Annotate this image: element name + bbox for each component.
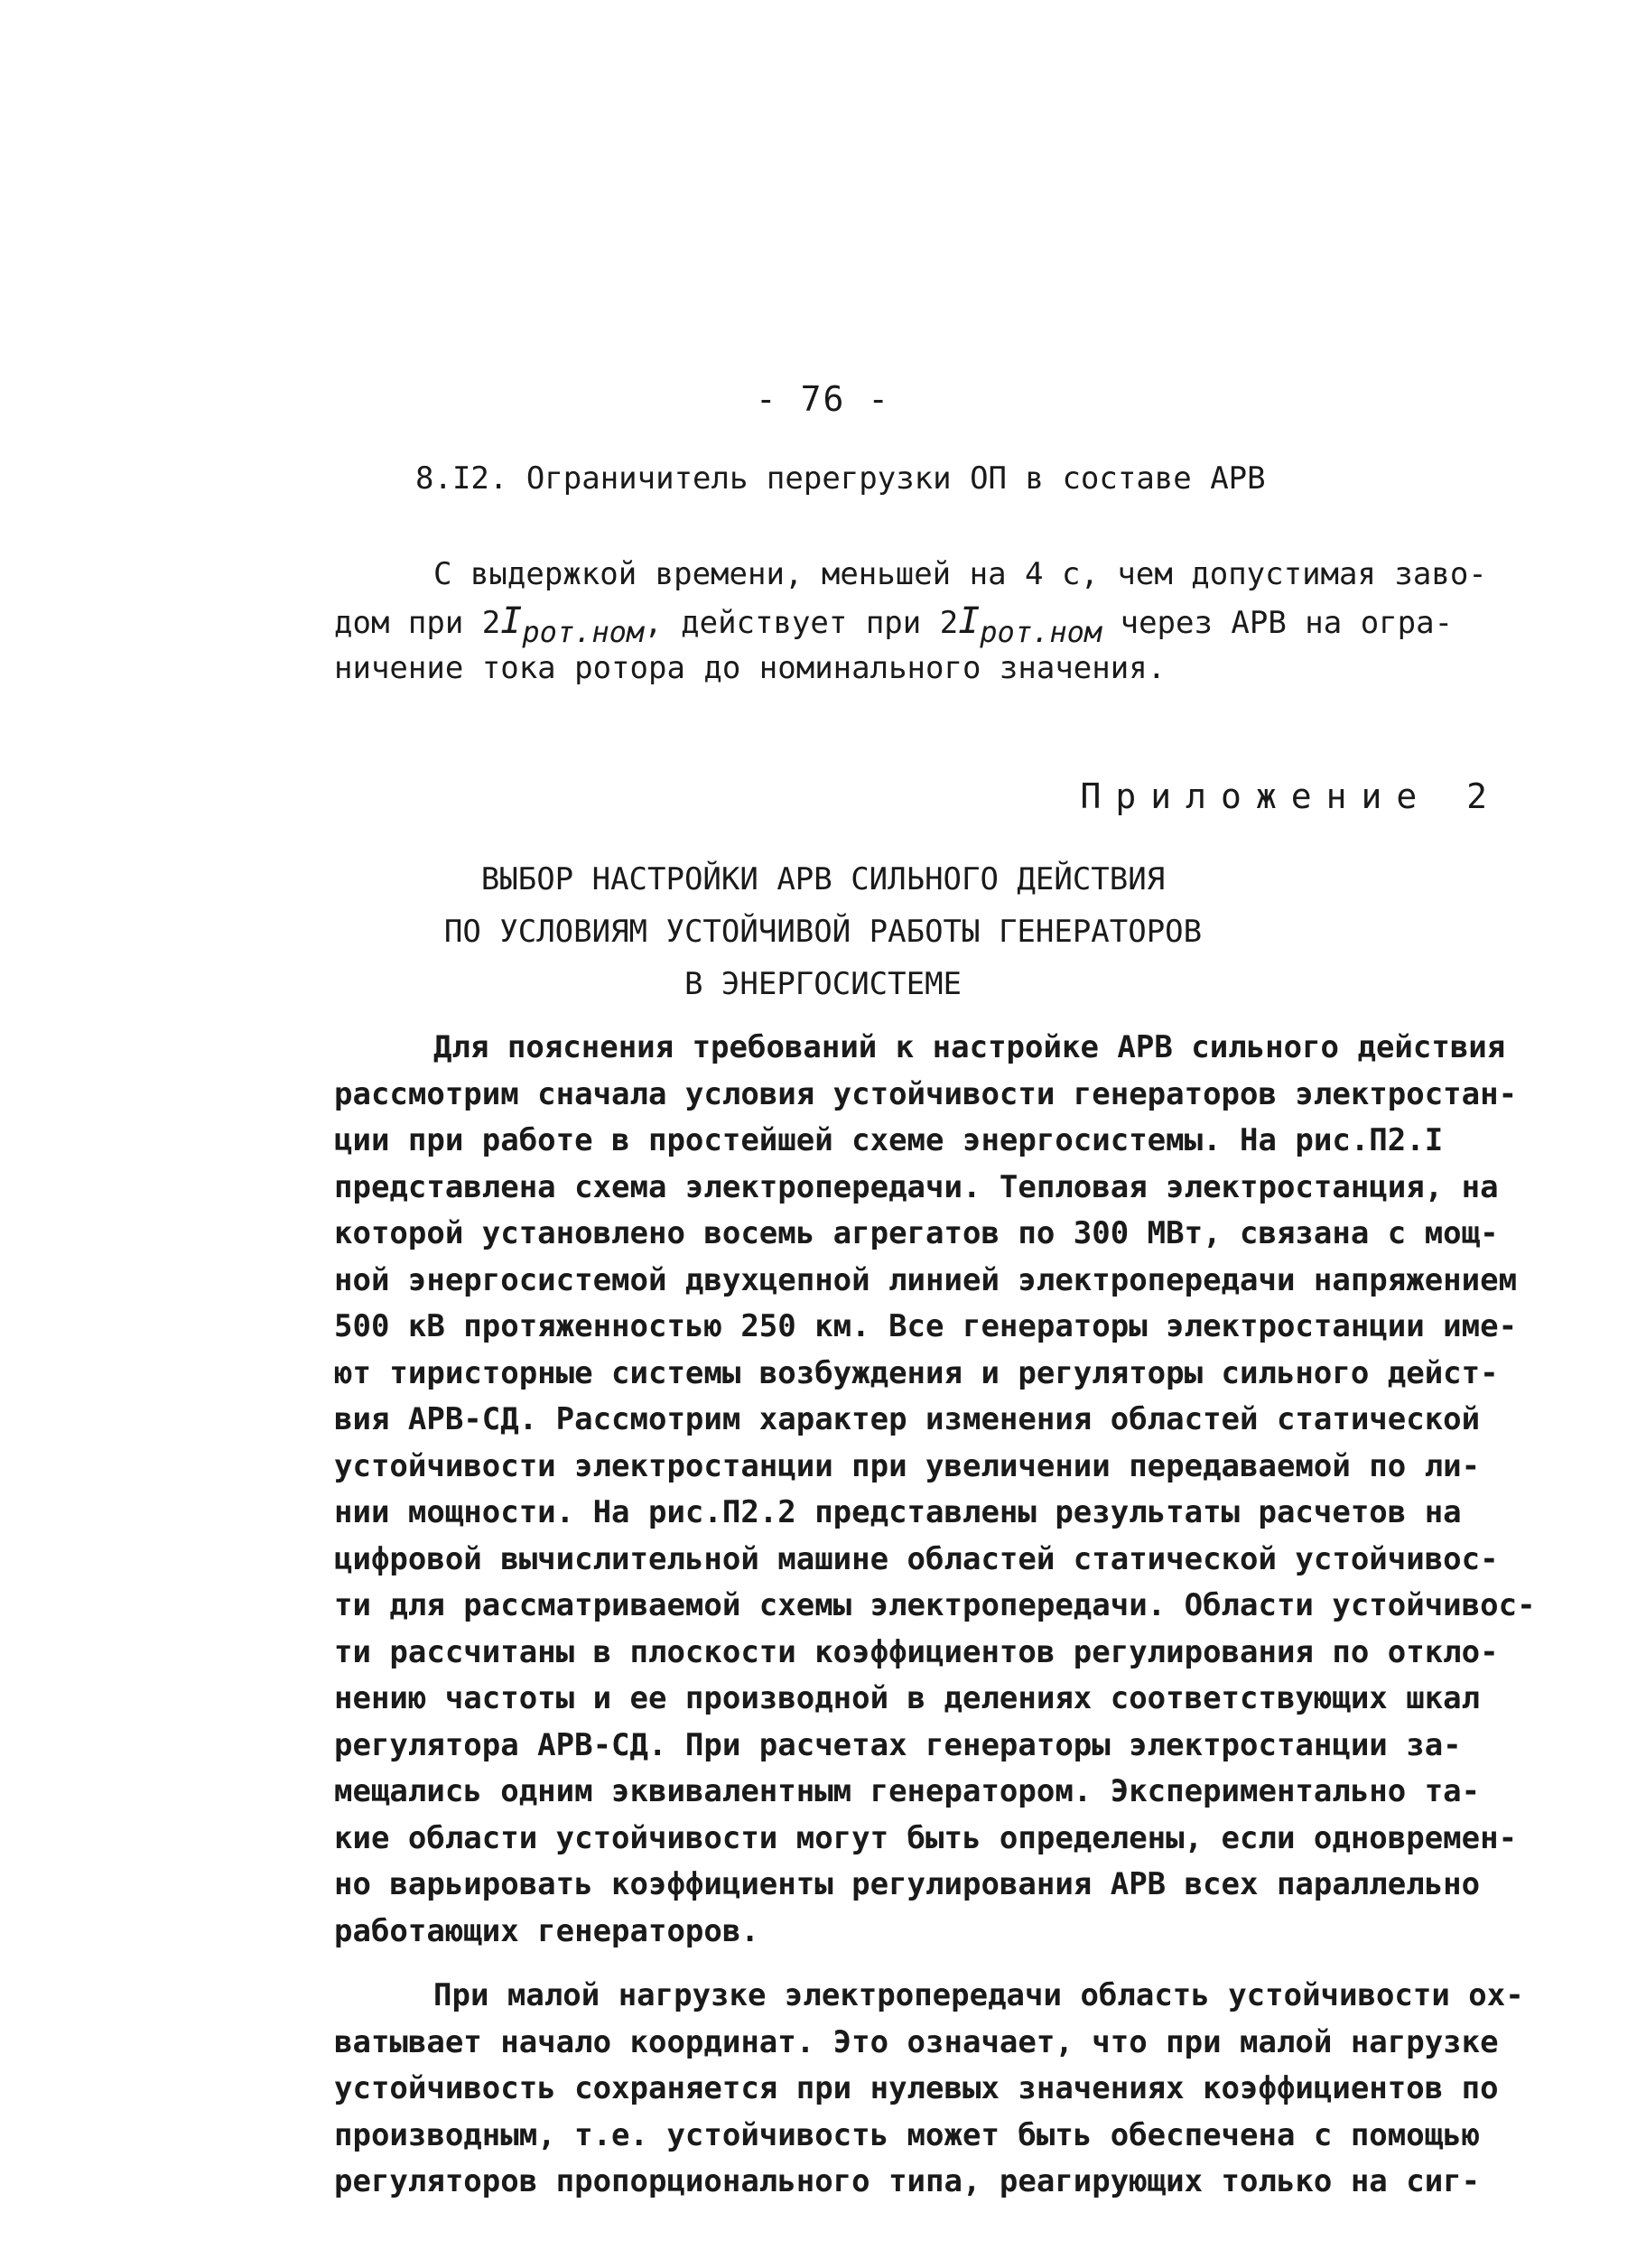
formula-rotor-current	[500, 600, 645, 649]
body-text	[334, 1025, 1535, 2206]
text-line: регулятора АРВ-СД. При расчетах генераторы электростанции за-	[334, 1726, 1462, 1763]
formula-subscript: рот.ном	[522, 615, 645, 649]
text-line: кие области устойчивости могут быть определены, если одновремен-	[334, 1819, 1518, 1856]
text-line: ной энергосистемой двухцепной линией электропередачи напряжением	[334, 1261, 1518, 1298]
formula-rotor-current	[958, 600, 1102, 649]
text-fragment: дом при 2	[334, 605, 501, 641]
text-line: ции при работе в простейшей схеме энергосистемы. На рис.П2.I	[334, 1122, 1444, 1158]
appendix-label: Приложение 2	[1080, 776, 1502, 816]
formula-symbol: I	[958, 600, 981, 642]
appendix-title	[0, 853, 1646, 1010]
text-line: устойчивости электростанции при увеличении передаваемой по ли-	[334, 1447, 1481, 1484]
text-line: вия АРВ-СД. Рассмотрим характер изменения областей статической	[334, 1401, 1481, 1437]
appendix-title-line: В ЭНЕРГОСИСТЕМЕ	[684, 966, 962, 1002]
text-line: нии мощности. На рис.П2.2 представлены результаты расчетов на	[334, 1494, 1462, 1530]
text-line: С выдержкой времени, меньшей на 4 с, чем допустимая заво-	[433, 556, 1487, 592]
text-line: но варьировать коэффициенты регулирования АРВ всех параллельно	[334, 1866, 1481, 1902]
page-number: - 76 -	[755, 379, 891, 419]
text-line: которой установлено восемь агрегатов по 300 МВт, связана с мощ-	[334, 1215, 1499, 1251]
appendix-title-line: ПО УСЛОВИЯМ УСТОЙЧИВОЙ РАБОТЫ ГЕНЕРАТОРОВ	[443, 914, 1203, 950]
text-line: 500 кВ протяженностью 250 км. Все генераторы электростанции име-	[334, 1308, 1518, 1344]
text-line: ти для рассматриваемой схемы электропередачи. Области устойчивос-	[334, 1587, 1536, 1623]
text-line: устойчивость сохраняется при нулевых значениях коэффициентов по	[334, 2070, 1499, 2106]
text-line: ватывает начало координат. Это означает, что при малой нагрузке	[334, 2023, 1499, 2060]
appendix-title-line: ВЫБОР НАСТРОЙКИ АРВ СИЛЬНОГО ДЕЙСТВИЯ	[480, 861, 1166, 897]
text-fragment: через АРВ на огра-	[1102, 605, 1454, 641]
text-line: мещались одним эквивалентным генератором. Экспериментально та-	[334, 1773, 1481, 1809]
text-fragment: , действует при 2	[644, 605, 959, 641]
text-line: ют тиристорные системы возбуждения и регуляторы сильного дейст-	[334, 1354, 1499, 1391]
text-line: регуляторов пропорционального типа, реагирующих только на сиг-	[334, 2163, 1481, 2199]
formula-symbol: I	[500, 600, 523, 642]
text-line: ничение тока ротора до номинального значения.	[334, 650, 1167, 686]
text-line: При малой нагрузке электропередачи область устойчивости ох-	[433, 1977, 1524, 2013]
formula-subscript: рот.ном	[980, 615, 1102, 649]
text-line: ти рассчитаны в плоскости коэффициентов регулирования по откло-	[334, 1633, 1499, 1670]
text-line: представлена схема электропередачи. Тепловая электростанция, на	[334, 1168, 1499, 1205]
text-line: производным, т.е. устойчивость может быть обеспечена с помощью	[334, 2116, 1481, 2153]
text-line: нению частоты и ее производной в делениях соответствующих шкал	[334, 1680, 1481, 1716]
text-line: цифровой вычислительной машине областей статической устойчивос-	[334, 1540, 1499, 1577]
text-line: работающих генераторов.	[334, 1912, 759, 1949]
section-heading: 8.I2. Ограничитель перегрузки ОП в составе АРВ	[415, 460, 1266, 497]
text-line: рассмотрим сначала условия устойчивости генераторов электростан-	[334, 1075, 1518, 1112]
paragraph-limiter	[334, 551, 1508, 692]
text-line-formula	[334, 598, 1508, 649]
text-line: Для пояснения требований к настройке АРВ сильного действия	[433, 1029, 1506, 1065]
